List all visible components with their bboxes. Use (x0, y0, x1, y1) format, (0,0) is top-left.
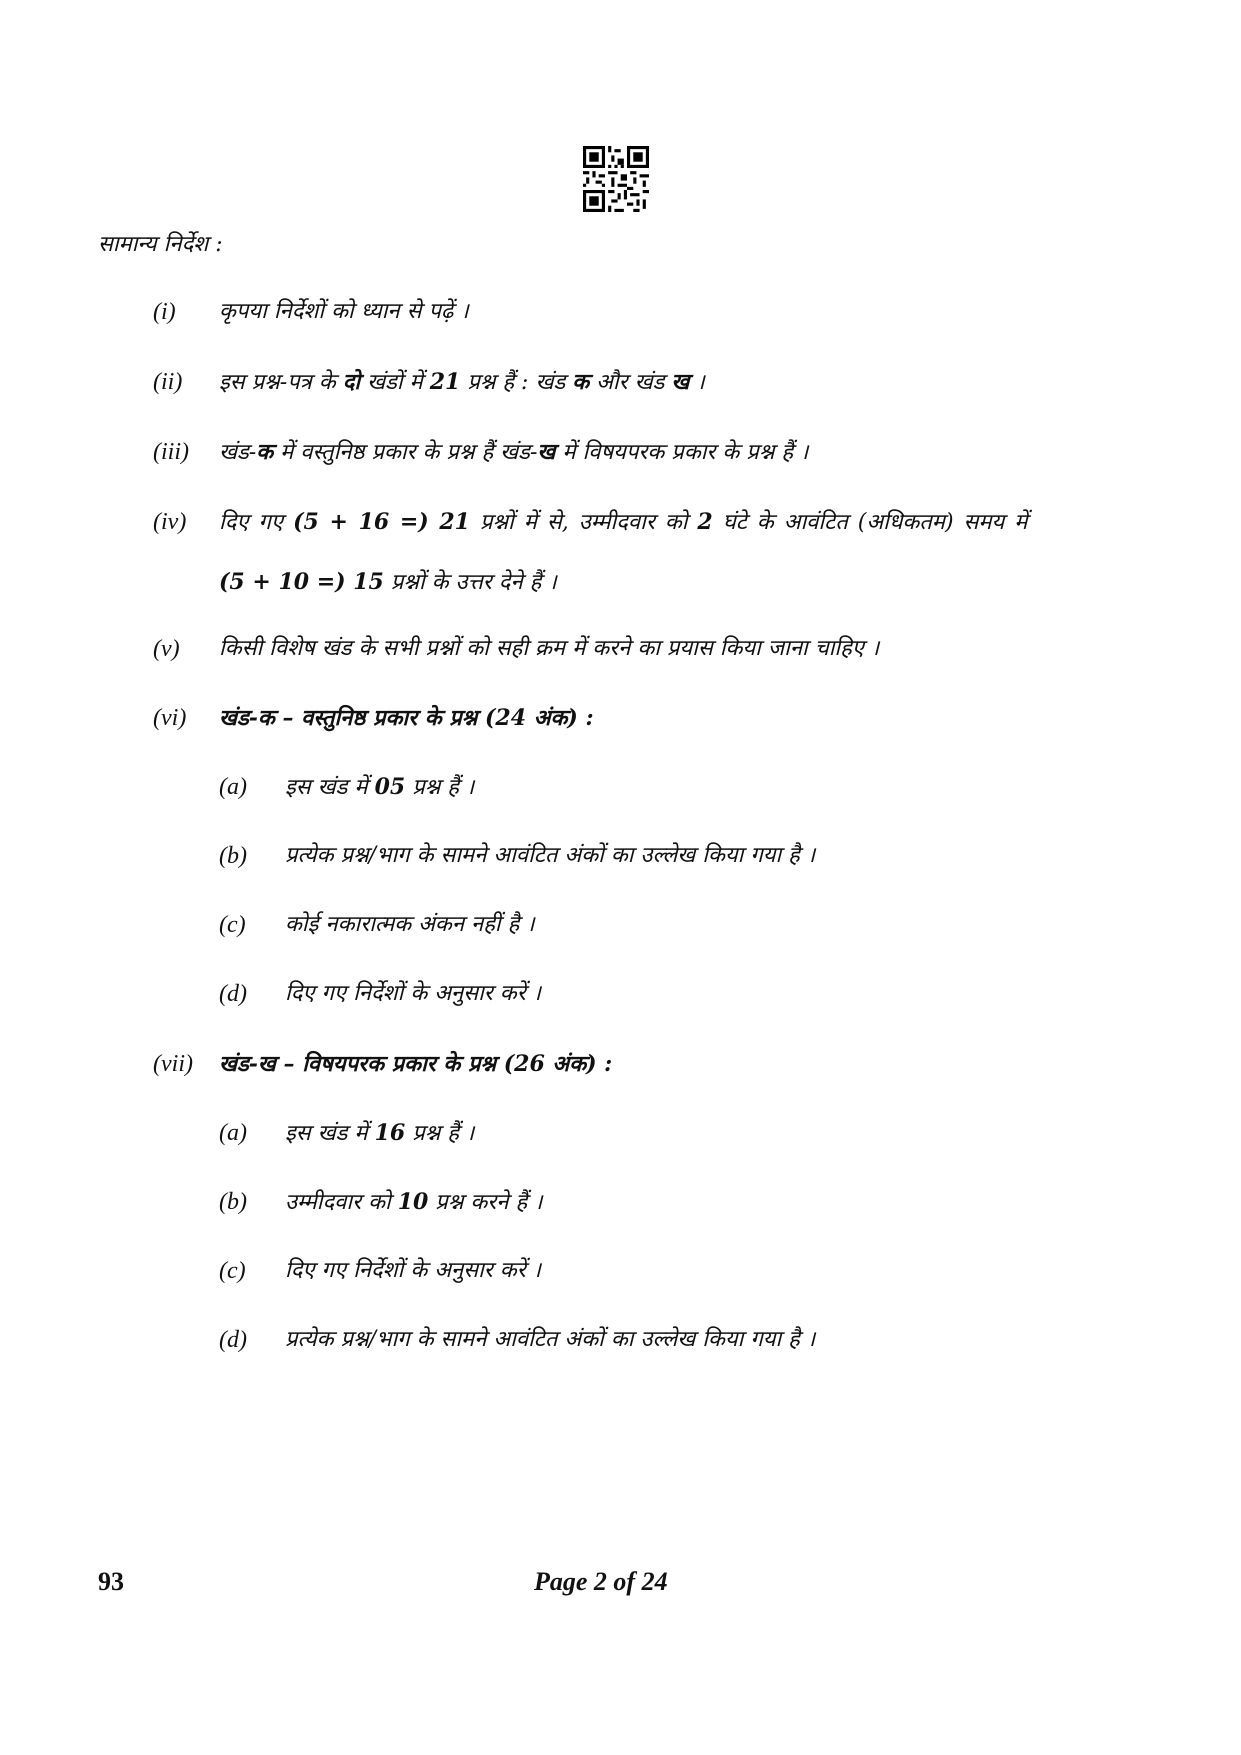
sub-item-text: दिए गए निर्देशों के अनुसार करें । (285, 981, 542, 1006)
sub-item-number: (c) (219, 912, 246, 938)
sub-item-number: (b) (219, 1189, 247, 1215)
sub-item-number: (d) (219, 981, 247, 1007)
sub-item-text: प्रत्येक प्रश्न/भाग के सामने आवंटित अंकों का उल्लेख किया गया है । (285, 843, 816, 868)
sub-item-text: प्रत्येक प्रश्न/भाग के सामने आवंटित अंकों का उल्लेख किया गया है । (285, 1327, 816, 1352)
sub-item-number: (b) (219, 843, 247, 869)
item-text-line-1: दिए गए (5 + 16 =) 21 प्रश्नों में से, उम्मीदवार को 2 घंटे के आवंटित (अधिकतम) समय में (219, 509, 1028, 535)
item-number: (i) (153, 299, 176, 325)
sub-item-number: (c) (219, 1258, 246, 1284)
item-number: (vii) (153, 1051, 193, 1077)
sub-item-text: दिए गए निर्देशों के अनुसार करें । (285, 1258, 542, 1283)
item-number: (vi) (153, 705, 187, 731)
paper-code: 93 (98, 1567, 124, 1596)
item-text: कृपया निर्देशों को ध्यान से पढ़ें । (219, 299, 469, 324)
sub-item-number: (a) (219, 774, 247, 800)
item-number: (ii) (153, 369, 183, 395)
item-number: (iii) (153, 439, 189, 465)
item-number: (iv) (153, 509, 187, 535)
item-text: खंड-क में वस्तुनिष्ठ प्रकार के प्रश्न हैं खंड-ख में विषयपरक प्रकार के प्रश्न हैं । (219, 439, 809, 465)
item-text: खंड-क – वस्तुनिष्ठ प्रकार के प्रश्न (24 अंक) : (219, 705, 594, 731)
item-text: किसी विशेष खंड के सभी प्रश्नों को सही क्रम में करने का प्रयास किया जाना चाहिए । (219, 636, 880, 661)
item-text-line-2: (5 + 10 =) 15 प्रश्नों के उत्तर देने हैं । (219, 569, 557, 595)
sub-item-text: उम्मीदवार को 10 प्रश्न करने हैं । (285, 1189, 543, 1215)
page-number: Page 2 of 24 (534, 1567, 668, 1596)
sub-item-number: (a) (219, 1120, 247, 1146)
item-text: इस प्रश्न-पत्र के दो खंडों में 21 प्रश्न हैं : खंड क और खंड ख । (219, 369, 705, 395)
sub-item-text: कोई नकारात्मक अंकन नहीं है । (285, 912, 535, 937)
sub-item-text: इस खंड में 16 प्रश्न हैं । (285, 1120, 475, 1146)
sub-item-text: इस खंड में 05 प्रश्न हैं । (285, 774, 475, 800)
item-number: (v) (153, 636, 180, 662)
qr-code-icon (583, 146, 649, 212)
sub-item-number: (d) (219, 1327, 247, 1353)
page-heading: सामान्य निर्देश : (98, 232, 223, 257)
item-text: खंड-ख – विषयपरक प्रकार के प्रश्न (26 अंक) : (219, 1051, 613, 1077)
